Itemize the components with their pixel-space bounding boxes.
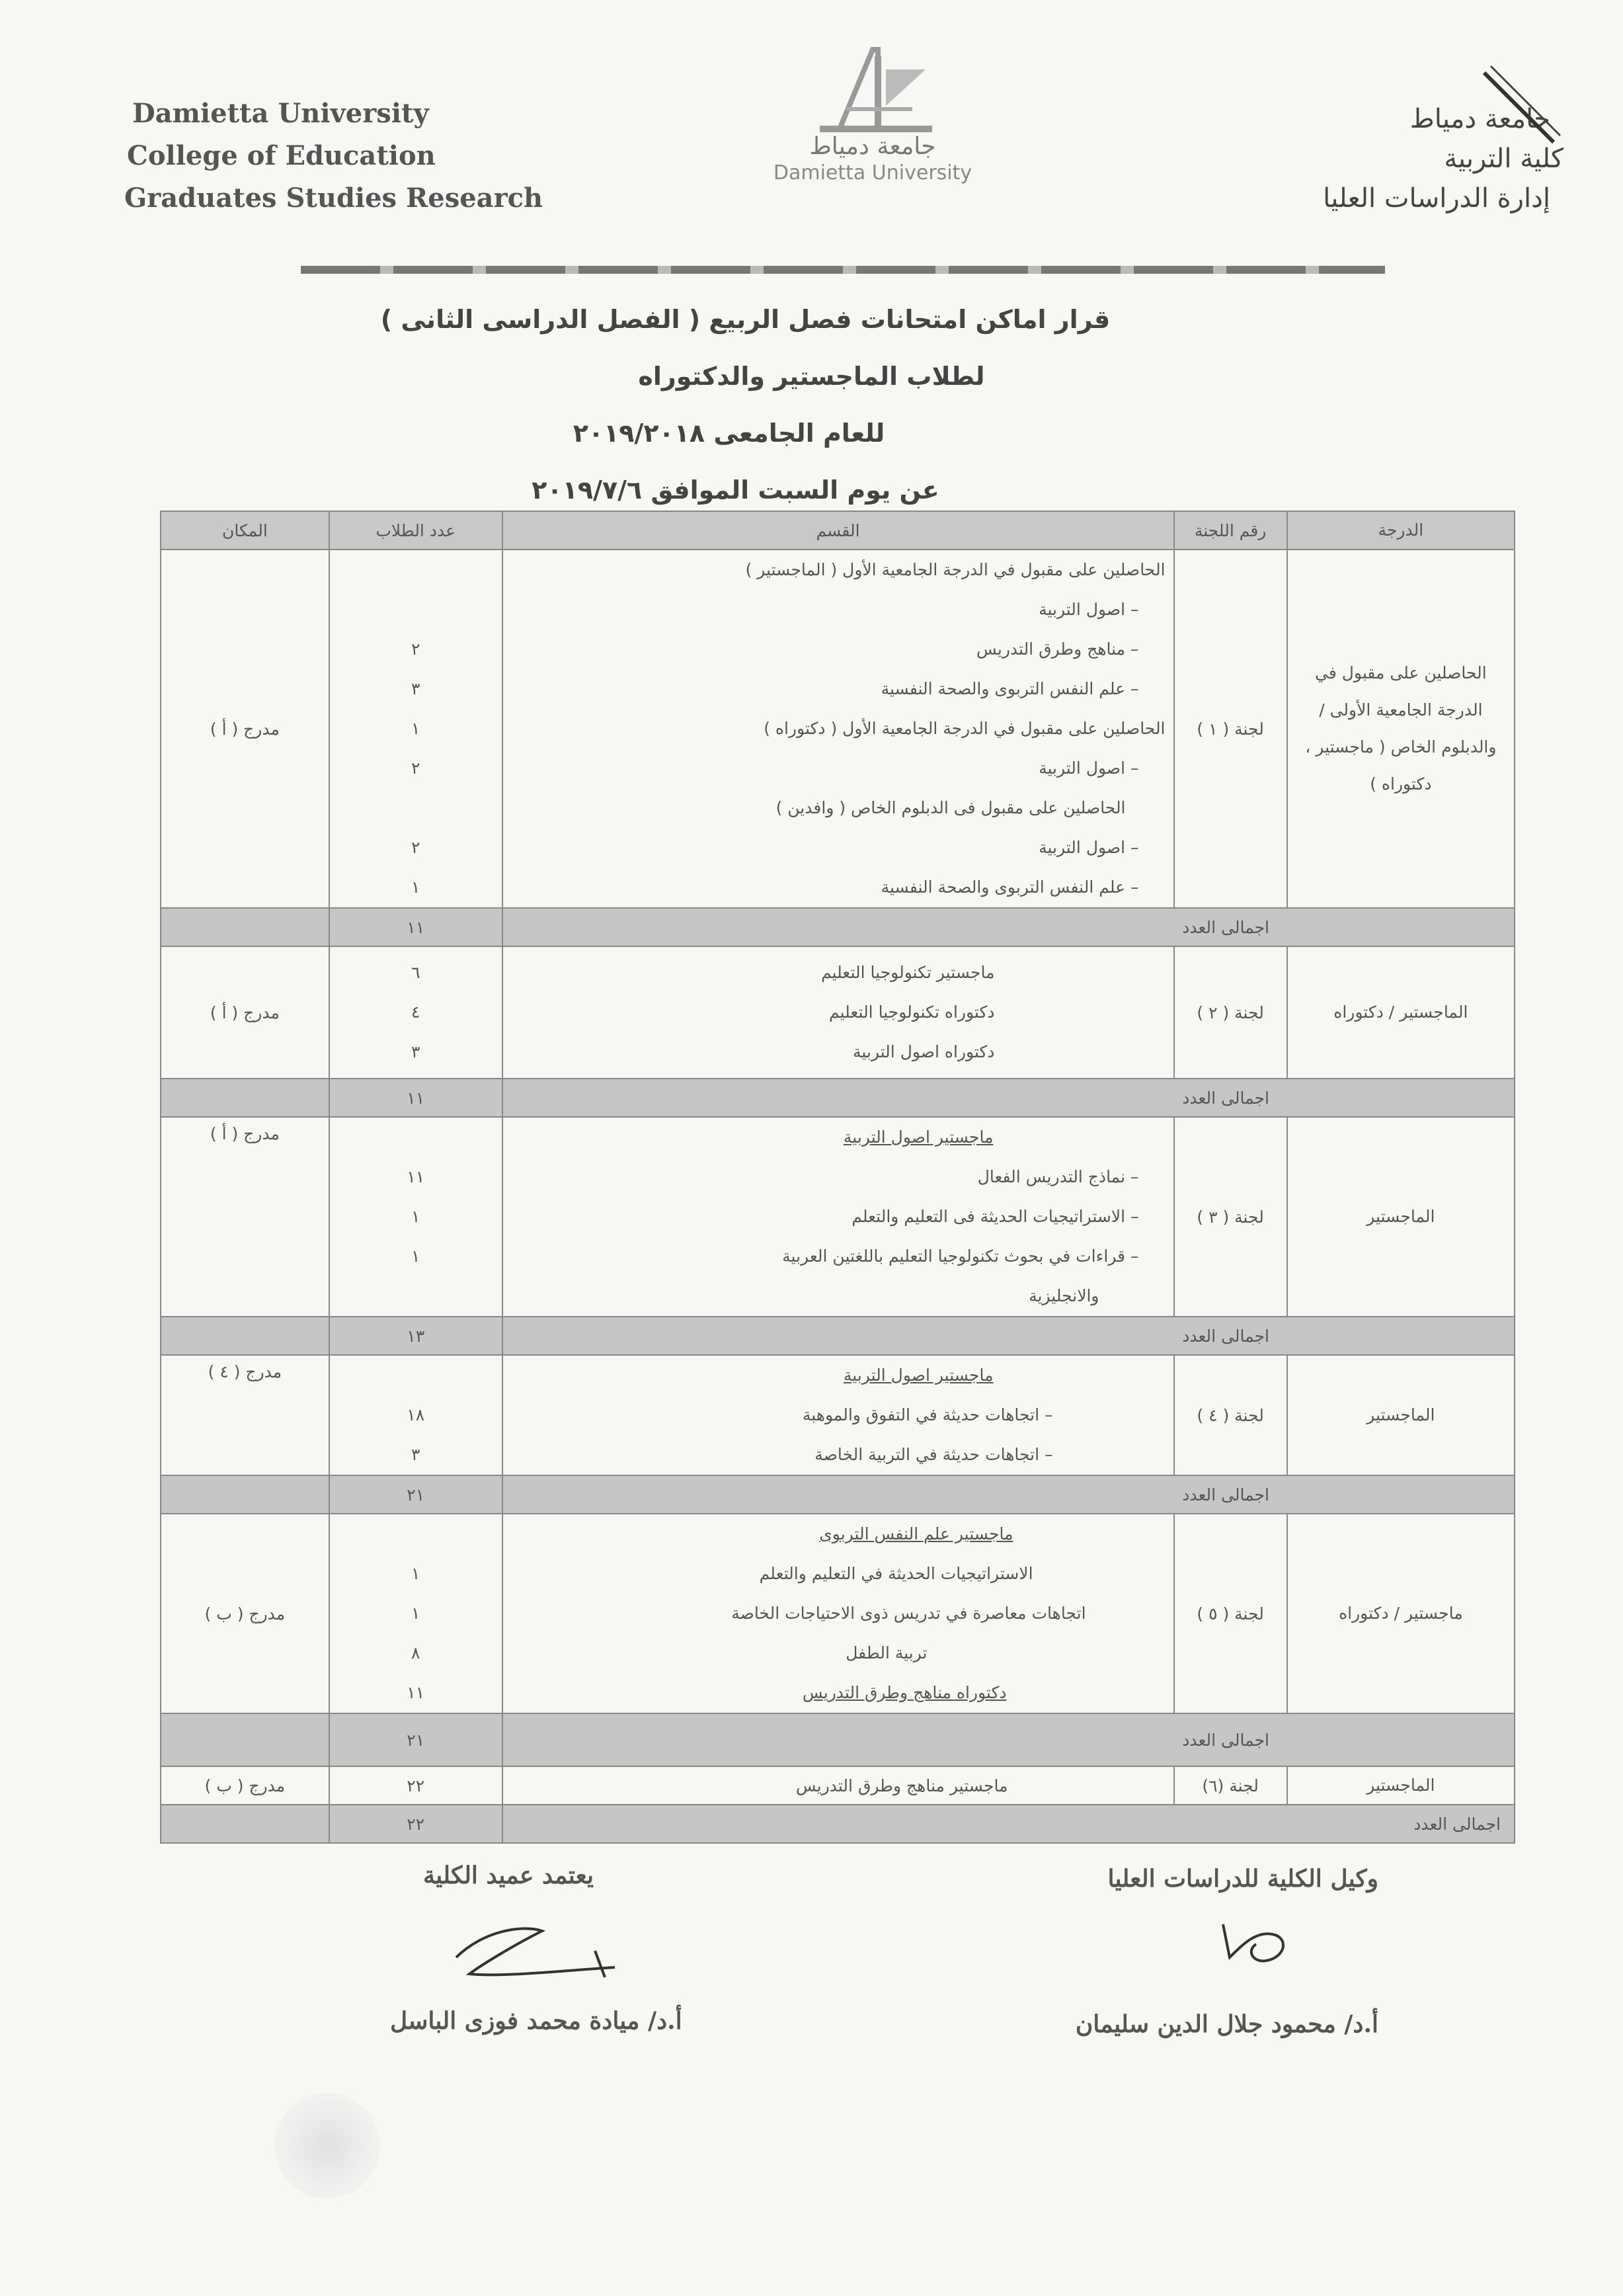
- table-row: [161, 1514, 1515, 1713]
- dean-approval-title: يعتمد عميد الكلية: [423, 1862, 594, 1889]
- degree-cell: الحاصلين على مقبول في الدرجة الجامعية الأولى / والدبلوم الخاص ( ماجستير ، دكتوراه ): [1287, 550, 1515, 908]
- count-value: [338, 1356, 494, 1395]
- department-line: تربية الطفل: [846, 1643, 928, 1662]
- count-value: ٢: [411, 758, 420, 778]
- table-row: [161, 1766, 1515, 1805]
- document-titles: [0, 291, 1623, 518]
- count-value: ١١: [407, 1683, 425, 1702]
- arabic-header-university: جامعة دمياط: [1409, 104, 1550, 134]
- logo-arabic-text: جامعة دمياط: [809, 133, 936, 160]
- count-value: ٢٢: [329, 1766, 502, 1805]
- count-cell: [329, 946, 502, 1079]
- committee-cell: لجنة (٦): [1174, 1766, 1287, 1805]
- title-decision: قرار اماكن امتحانات فصل الربيع ( الفصل الدراسى الثانى ): [380, 305, 1111, 334]
- title-academic-year: للعام الجامعى ٢٠١٩/٢٠١٨: [573, 419, 885, 448]
- count-value: ٣: [411, 679, 420, 698]
- total-row: [161, 908, 1515, 946]
- count-value: [338, 788, 494, 828]
- place-cell: مدرج ( ب ): [161, 1514, 329, 1713]
- total-value: ١١: [329, 908, 502, 946]
- english-header-college: College of Education: [127, 140, 436, 171]
- degree-cell: الماجستير / دكتوراه: [1287, 946, 1515, 1079]
- dean-signature-icon: [443, 1911, 641, 1997]
- total-label: اجمالى العدد: [502, 1317, 1515, 1355]
- department-line: – اصول التربية: [1039, 600, 1139, 619]
- department-line: دكتوراه مناهج وطرق التدريس: [802, 1683, 1007, 1702]
- department-line: الاستراتيجيات الحديثة في التعليم والتعلم: [759, 1564, 1033, 1583]
- place-cell: مدرج ( أ ): [161, 946, 329, 1079]
- department-line: – مناهج وطرق التدريس: [976, 639, 1139, 659]
- department-line: – نماذج التدريس الفعال: [977, 1167, 1139, 1186]
- count-value: ١: [411, 1564, 420, 1583]
- count-value: ٨: [411, 1643, 420, 1662]
- header-degree: الدرجة: [1287, 511, 1515, 550]
- total-blank: [161, 908, 329, 946]
- count-value: [338, 550, 494, 590]
- department-cell: [502, 1514, 1174, 1713]
- header-committee: رقم اللجنة: [1174, 511, 1287, 550]
- count-value: [338, 590, 494, 630]
- committee-cell: لجنة ( ٤ ): [1174, 1355, 1287, 1475]
- total-label: اجمالى العدد: [502, 1475, 1515, 1514]
- department-line: ماجستير اصول التربية: [843, 1366, 994, 1385]
- department-line: دكتوراه اصول التربية: [852, 1042, 995, 1061]
- logo-english-text: Damietta University: [773, 161, 972, 184]
- place-cell: مدرج ( أ ): [161, 1117, 329, 1317]
- vice-dean-name: أ.د/ محمود جلال الدين سليمان: [1075, 2010, 1378, 2038]
- degree-cell: الماجستير: [1287, 1117, 1515, 1317]
- logo-mark-icon: [800, 43, 945, 136]
- total-blank: [161, 1317, 329, 1355]
- header-department: القسم: [502, 511, 1174, 550]
- degree-cell: الماجستير: [1287, 1355, 1515, 1475]
- vice-dean-title: وكيل الكلية للدراسات العليا: [1107, 1865, 1378, 1893]
- table-row: [161, 1117, 1515, 1317]
- department-line: – اصول التربية: [1039, 758, 1139, 778]
- department-line: – اتجاهات حديثة في التربية الخاصة: [814, 1445, 1053, 1464]
- total-blank: [161, 1713, 329, 1766]
- total-blank: [161, 1475, 329, 1514]
- title-students: لطلاب الماجستير والدكتوراه: [638, 362, 985, 391]
- degree-cell: ماجستير / دكتوراه: [1287, 1514, 1515, 1713]
- count-cell: [329, 1355, 502, 1475]
- committee-cell: لجنة ( ٢ ): [1174, 946, 1287, 1079]
- count-value: ٢: [411, 838, 420, 857]
- department-line: – اتجاهات حديثة في التفوق والموهبة: [802, 1405, 1053, 1424]
- arabic-header-college: كلية التربية: [1444, 144, 1564, 174]
- department-cell: [502, 1355, 1174, 1475]
- department-cell: [502, 946, 1174, 1079]
- total-value: ٢١: [329, 1475, 502, 1514]
- department-line: والانجليزية: [1029, 1286, 1099, 1305]
- total-label: اجمالى العدد: [502, 1805, 1515, 1843]
- total-label: اجمالى العدد: [502, 908, 1515, 946]
- department-line: ماجستير اصول التربية: [843, 1128, 994, 1147]
- place-cell: مدرج ( أ ): [161, 550, 329, 908]
- total-row: [161, 1475, 1515, 1514]
- department-line: – اصول التربية: [1039, 838, 1139, 857]
- university-logo: [754, 43, 992, 208]
- english-header-university: Damietta University: [132, 98, 429, 129]
- department-line: ماجستير مناهج وطرق التدريس: [502, 1766, 1174, 1805]
- count-value: ٢: [411, 639, 420, 659]
- place-cell: مدرج ( ٤ ): [161, 1355, 329, 1475]
- count-value: ٣: [411, 1042, 420, 1061]
- department-line: الحاصلين على مقبول في الدرجة الجامعية الأول ( دكتوراه ): [764, 719, 1166, 738]
- total-row: [161, 1079, 1515, 1117]
- table-header-row: [161, 511, 1515, 550]
- english-header: [124, 93, 543, 220]
- vice-dean-signature-icon: [1210, 1905, 1309, 1977]
- count-value: ١: [411, 1207, 420, 1226]
- count-value: [338, 1514, 494, 1554]
- table-row: [161, 550, 1515, 908]
- count-value: ١: [411, 878, 420, 897]
- total-row: [161, 1713, 1515, 1766]
- total-label: اجمالى العدد: [502, 1079, 1515, 1117]
- department-line: ماجستير علم النفس التربوى: [819, 1524, 1013, 1543]
- department-line: – قراءات في بحوث تكنولوجيا التعليم باللغتين العربية: [782, 1247, 1139, 1266]
- committee-cell: لجنة ( ١ ): [1174, 550, 1287, 908]
- faint-stamp-mark: [274, 2093, 380, 2199]
- header-divider: [301, 266, 1385, 274]
- total-value: ١٣: [329, 1317, 502, 1355]
- committee-cell: لجنة ( ٣ ): [1174, 1117, 1287, 1317]
- exam-locations-table: [160, 511, 1515, 1844]
- total-value: ٢١: [329, 1713, 502, 1766]
- count-value: ٦: [411, 963, 420, 982]
- count-value: [338, 1118, 494, 1157]
- count-cell: [329, 550, 502, 908]
- place-cell: مدرج ( ب ): [161, 1766, 329, 1805]
- count-cell: [329, 1514, 502, 1713]
- count-value: ١١: [407, 1167, 425, 1186]
- count-value: ١: [411, 719, 420, 738]
- total-value: ٢٢: [329, 1805, 502, 1843]
- header-student-count: عدد الطلاب: [329, 511, 502, 550]
- total-blank: [161, 1805, 329, 1843]
- department-line: الحاصلين على مقبول فى الدبلوم الخاص ( وافدين ): [775, 798, 1126, 817]
- department-line: – علم النفس التربوى والصحة النفسية: [881, 679, 1139, 698]
- count-value: ٣: [411, 1445, 420, 1464]
- department-line: – علم النفس التربوى والصحة النفسية: [881, 878, 1139, 897]
- count-value: ١٨: [407, 1405, 425, 1424]
- total-value: ١١: [329, 1079, 502, 1117]
- department-line: الحاصلين على مقبول في الدرجة الجامعية الأول ( الماجستير ): [745, 560, 1166, 579]
- department-cell: [502, 1117, 1174, 1317]
- table-row: [161, 946, 1515, 1079]
- total-blank: [161, 1079, 329, 1117]
- count-cell: [329, 1117, 502, 1317]
- dean-name: أ.د/ ميادة محمد فوزى الباسل: [390, 2007, 682, 2035]
- count-value: [338, 1276, 494, 1316]
- department-line: دكتوراه تكنولوجيا التعليم: [829, 1003, 995, 1022]
- arabic-header-department: إدارة الدراسات العليا: [1323, 183, 1550, 214]
- committee-cell: لجنة ( ٥ ): [1174, 1514, 1287, 1713]
- count-value: ١: [411, 1604, 420, 1623]
- table-row: [161, 1355, 1515, 1475]
- header-place: المكان: [161, 511, 329, 550]
- total-row: [161, 1317, 1515, 1355]
- degree-cell: الماجستير: [1287, 1766, 1515, 1805]
- count-value: ٤: [411, 1003, 420, 1022]
- pen-mark-icon: [1474, 60, 1573, 159]
- department-cell: [502, 550, 1174, 908]
- department-line: اتجاهات معاصرة في تدريس ذوى الاحتياجات الخاصة: [731, 1604, 1086, 1623]
- title-exam-date: عن يوم السبت الموافق ٢٠١٩/٧/٦: [532, 475, 939, 505]
- department-line: ماجستير تكنولوجيا التعليم: [820, 963, 995, 982]
- total-row: [161, 1805, 1515, 1843]
- department-line: – الاستراتيجيات الحديثة فى التعليم والتعلم: [851, 1207, 1139, 1226]
- english-header-department: Graduates Studies Research: [124, 183, 543, 214]
- total-label: اجمالى العدد: [502, 1713, 1515, 1766]
- count-value: ١: [411, 1247, 420, 1266]
